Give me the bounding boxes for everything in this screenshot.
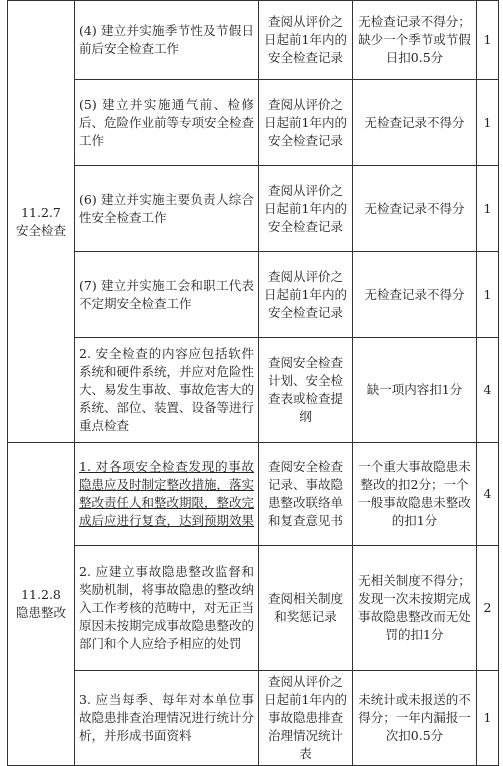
standard-cell	[353, 546, 477, 671]
requirement-text: 2. 安全检查的内容应包括软件系统和硬件系统，并应对危险性大、易发生事故、事故危害大的系统、部位、装置、设备等进行重点检查	[79, 346, 255, 433]
table-row	[8, 166, 499, 252]
item-code: 11.2.7 安全检查	[15, 204, 66, 238]
method-cell	[259, 443, 353, 546]
method-text: 查阅相关制度和奖惩记录	[267, 591, 343, 624]
method-cell	[259, 252, 353, 338]
item-cell-11-2-8	[8, 443, 75, 766]
method-cell	[259, 80, 353, 166]
requirement-cell	[75, 546, 259, 671]
requirement-cell	[75, 80, 259, 166]
requirement-text: (7) 建立并实施工会和职工代表不定期安全检查工作	[79, 277, 254, 311]
standard-text: 无检查记录不得分；缺少一个季节或节假日扣0.5分	[358, 14, 471, 65]
score-value: 1	[483, 286, 492, 302]
score-value: 1	[483, 32, 492, 47]
item-cell-11-2-7	[8, 1, 75, 443]
method-text: 查阅安全检查记录、事故隐患整改联络单和复查意见书	[267, 459, 343, 528]
score-value: 2	[483, 600, 492, 615]
score-value: 1	[483, 710, 492, 725]
table-row	[8, 80, 499, 166]
standard-cell	[353, 252, 477, 338]
requirement-text: 3. 应当每季、每年对本单位事故隐患排查治理情况进行统计分析，并形成书面资料	[79, 692, 255, 743]
method-text: 查阅从评价之日起前1年内的安全检查记录	[264, 182, 347, 234]
score-cell	[477, 80, 499, 166]
standard-cell	[353, 1, 477, 80]
standard-text: 一个重大事故隐患未整改的扣2分；一个一般事故隐患未整改的扣1分	[358, 459, 471, 528]
score-cell	[477, 546, 499, 671]
method-text: 查阅从评价之日起前1年内的安全检查记录	[264, 268, 347, 320]
requirement-cell	[75, 1, 259, 80]
requirement-cell	[75, 252, 259, 338]
standard-cell	[353, 166, 477, 252]
requirement-text: (5) 建立并实施通气前、检修后、危险作业前等专项安全检查工作	[79, 96, 255, 148]
standard-text: 无检查记录不得分	[364, 286, 465, 302]
requirement-cell	[75, 338, 259, 443]
standard-cell	[353, 80, 477, 166]
method-text: 查阅从评价之日起前1年内的安全检查记录	[264, 96, 347, 148]
requirement-cell	[75, 671, 259, 766]
table-row	[8, 252, 499, 338]
method-cell	[259, 166, 353, 252]
standard-text: 缺一项内容扣1分	[366, 382, 463, 397]
score-cell	[477, 166, 499, 252]
requirement-cell	[75, 443, 259, 546]
score-cell	[477, 252, 499, 338]
method-cell	[259, 338, 353, 443]
table-row	[8, 443, 499, 546]
requirement-cell	[75, 166, 259, 252]
method-text: 查阅从评价之日起前1年内的事故隐患排查治理情况统计表	[264, 674, 347, 761]
score-value: 1	[483, 114, 492, 130]
table-row	[8, 1, 499, 80]
standard-cell	[353, 671, 477, 766]
item-code: 11.2.8 隐患整改	[15, 587, 66, 620]
standard-text: 未统计或未报送的不得分；一年内漏报一次扣0.5分	[358, 692, 471, 743]
requirement-text: (6) 建立并实施主要负责人综合性安全检查工作	[79, 191, 254, 225]
score-value: 1	[483, 200, 492, 216]
requirement-text: 1. 对各项安全检查发现的事故隐患应及时制定整改措施，落实整改责任人和整改期限，整改完成后应进行复查，达到预期效果	[79, 459, 255, 528]
standard-text: 无检查记录不得分	[364, 200, 465, 216]
evaluation-table	[7, 0, 499, 766]
method-cell	[259, 546, 353, 671]
table-row	[8, 671, 499, 766]
method-cell	[259, 1, 353, 80]
score-cell	[477, 671, 499, 766]
method-text: 查阅从评价之日起前1年内的安全检查记录	[264, 14, 347, 65]
table-row	[8, 546, 499, 671]
table-row	[8, 338, 499, 443]
method-cell	[259, 671, 353, 766]
score-cell	[477, 443, 499, 546]
standard-cell	[353, 338, 477, 443]
standard-text: 无相关制度不得分；发现一次未按期完成事故隐患整改而无处罚的扣1分	[358, 573, 471, 642]
score-value: 4	[483, 382, 492, 397]
requirement-text: (4) 建立并实施季节性及节假日前后安全检查工作	[79, 23, 254, 56]
score-cell	[477, 1, 499, 80]
standard-text: 无检查记录不得分	[364, 114, 465, 130]
standard-cell	[353, 443, 477, 546]
score-cell	[477, 338, 499, 443]
score-value: 4	[483, 486, 492, 501]
requirement-text: 2. 应建立事故隐患整改监督和奖励机制，将事故隐患的整改纳入工作考核的范畴中，对无正当原因未按期完成事故隐患整改的部门和个人应给予相应的处罚	[79, 564, 255, 651]
method-text: 查阅安全检查计划、安全检查表或检查提纲	[267, 355, 343, 424]
